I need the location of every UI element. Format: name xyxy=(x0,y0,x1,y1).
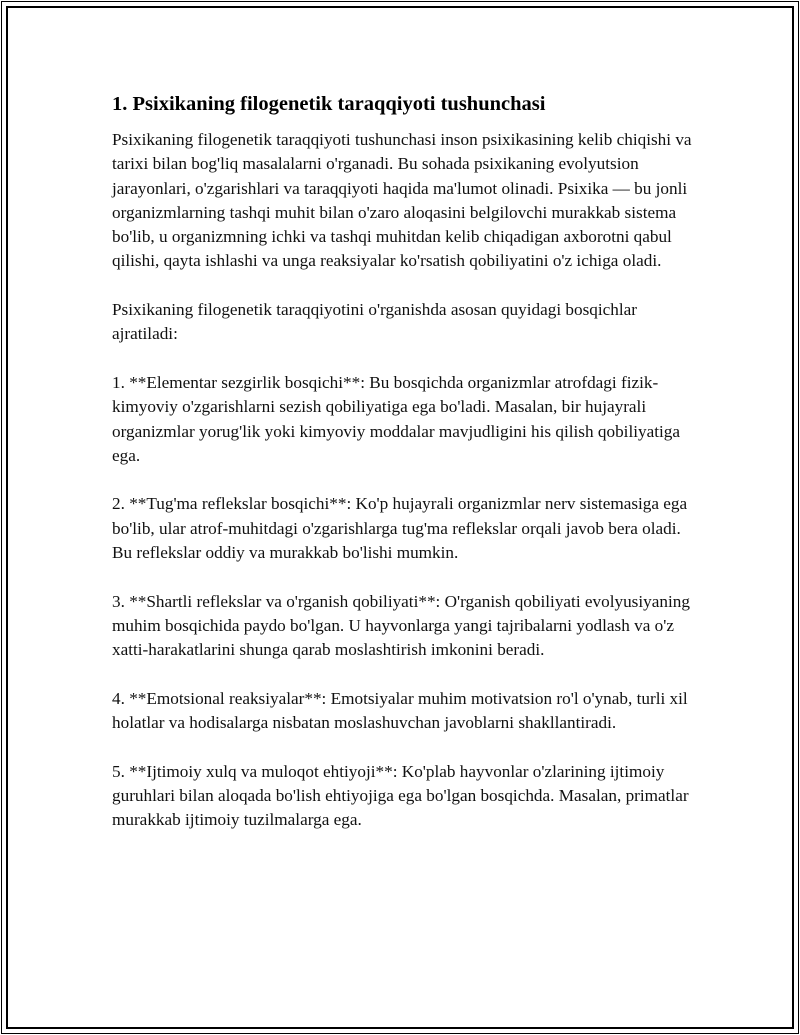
stage-2-paragraph: 2. **Tug'ma reflekslar bosqichi**: Ko'p hujayrali organizmlar nerv sistemasiga ega bo'lib, ular atrof-muhitdagi o'zgarishlarga tug'ma reflekslar orqali javob bera oladi. Bu reflekslar oddiy va murakkab bo'lishi mumkin. xyxy=(112,494,688,563)
stage-3-paragraph: 3. **Shartli reflekslar va o'rganish qobiliyati**: O'rganish qobiliyati evolyusiyaning muhim bosqichida paydo bo'lgan. U hayvonlarga yangi tajribalarni yodlash va o'z xatti-harakatlarini shunga qarab moslashtirish imkonini beradi. xyxy=(112,591,690,660)
intro-paragraph: Psixikaning filogenetik taraqqiyoti tushunchasi inson psixikasining kelib chiqishi va tarixi bilan bog'liq masalalarni o'rganadi. Bu sohada psixikaning evolyutsion jarayonlari, o'zgarishlari va taraqqiyoti haqida ma'lumot olinadi. Psixika — bu jonli organizmlarning tashqi muhit bilan o'zaro aloqasini belgilovchi murakkab sistema bo'lib, u organizmning ichki va tashqi muhitdan kelib chiqadigan axborotni qabul qilishi, qayta ishlashi va unga reaksiyalar ko'rsatish qobiliyatini o'z ichiga oladi. xyxy=(112,130,692,271)
stage-1-paragraph: 1. **Elementar sezgirlik bosqichi**: Bu bosqichda organizmlar atrofdagi fizik-kimyoviy o'zgarishlarni sezish qobiliyatiga ega bo'ladi. Masalan, bir hujayrali organizmlar yorug'lik yoki kimyoviy moddalar mavjudligini his qilish qobiliyatiga ega. xyxy=(112,372,680,465)
section-heading: 1. Psixikaning filogenetik taraqqiyoti tushunchasi xyxy=(112,93,546,115)
stages-intro-paragraph: Psixikaning filogenetik taraqqiyotini o'rganishda asosan quyidagi bosqichlar ajratiladi: xyxy=(112,300,637,344)
stage-4-paragraph: 4. **Emotsional reaksiyalar**: Emotsiyalar muhim motivatsion ro'l o'ynab, turli xil holatlar va hodisalarga nisbatan moslashuvchan javoblarni shakllantiradi. xyxy=(112,688,688,733)
document-body xyxy=(112,90,702,857)
stage-5-paragraph: 5. **Ijtimoiy xulq va muloqot ehtiyoji**: Ko'plab hayvonlar o'zlarining ijtimoiy guruhlari bilan aloqada bo'lish ehtiyojiga ega bo'lgan bosqichda. Masalan, primatlar murakkab ijtimoiy tuzilmalarga ega. xyxy=(112,761,689,830)
